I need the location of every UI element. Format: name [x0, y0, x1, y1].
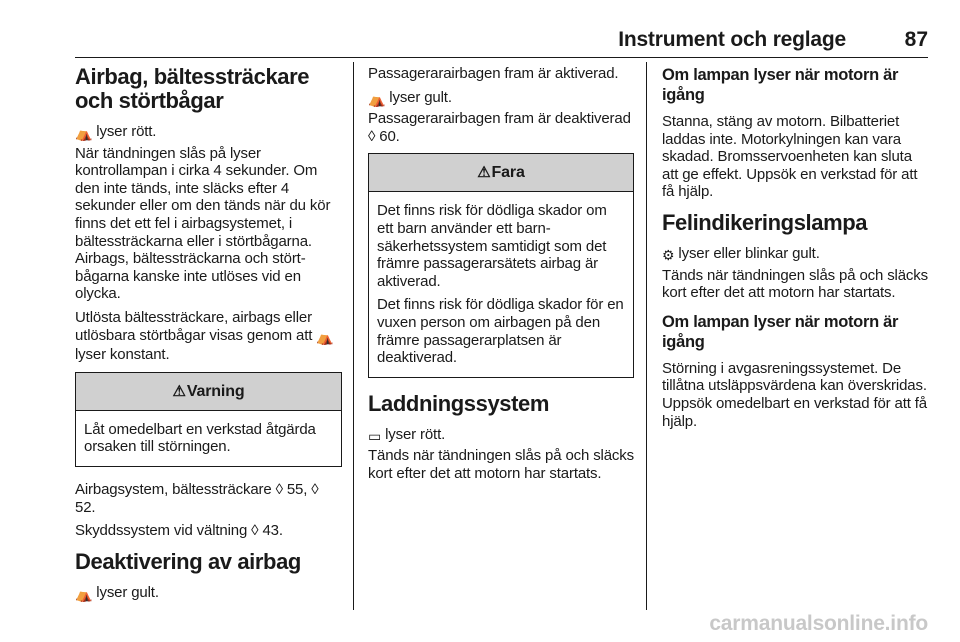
section-title-airbag: Airbag, bältessträckare och störtbågar: [75, 64, 310, 113]
warning-box: [75, 372, 342, 467]
column-2: [368, 65, 634, 489]
chapter-title: Instrument och reglage: [618, 28, 846, 51]
paragraph: ⚙ lyser eller blinkar gult.: [662, 244, 820, 263]
danger-text: Det finns risk för dödliga skador om ett barn använder ett barnsäkerhetssystem samtidigt som det främre passagerarsätets airbag är aktiverad.: [377, 202, 607, 290]
danger-box: [368, 153, 634, 377]
warning-triangle-icon: ⚠: [172, 382, 186, 400]
paragraph: ⛺ lyser gult.: [75, 583, 159, 602]
warning-header: ⚠Varning: [76, 373, 341, 411]
header-rule: [75, 57, 928, 58]
column-1: [75, 65, 342, 609]
paragraph: Passagerarairbagen fram är aktiverad.: [368, 65, 619, 82]
column-3: [662, 65, 928, 436]
danger-text: Det finns risk för dödliga skador för en vuxen person om airbagen på den främre passagerarplatsen är deaktiverad.: [377, 296, 624, 367]
battery-icon: ▭: [368, 427, 382, 444]
subsection-title: Om lampan lyser när motorn är igång: [662, 66, 899, 104]
cross-reference: Skyddssystem vid vältning ◊ 43.: [75, 522, 283, 540]
warning-text: Låt omedelbart en verkstad åtgärda orsaken till störningen.: [84, 420, 316, 456]
paragraph: ⛺ lyser gult.: [368, 88, 452, 107]
paragraph: Passagerarairbagen fram är deaktiverad ◊ 60.: [368, 110, 631, 145]
watermark: carmanualsonline.info: [709, 612, 928, 635]
column-divider: [646, 62, 647, 610]
paragraph: Utlösta bältessträckare, airbags eller utlösbara störtbågar visas genom att ⛺lyser konstant.: [75, 308, 334, 364]
paragraph: Stanna, stäng av motorn. Bilbatteriet laddas inte. Motorkylningen kan vara skadad. Bromsservoenheten kan sluta att ge effekt. Uppsök en verkstad för att få hjälp.: [662, 113, 918, 201]
section-title-charging: Laddningssystem: [368, 390, 550, 416]
paragraph: Tänds när tändningen slås på och släcks kort efter det att motorn har startats.: [368, 447, 634, 482]
engine-icon: ⚙: [662, 246, 675, 263]
airbag-seat-icon: ⛺: [316, 328, 334, 345]
cross-reference: Airbagsystem, bältessträckare ◊ 55, ◊ 52.: [75, 480, 319, 516]
airbag-off-icon: ⛺: [368, 90, 386, 107]
paragraph: ⛺ lyser rött.: [75, 123, 157, 141]
paragraph: Störning i avgasreningssystemet. De tillåtna utsläppsvärdena kan överskridas. Uppsök omedelbart en verkstad för att få hjälp.: [662, 359, 927, 430]
column-divider: [353, 62, 354, 610]
section-title-malfunction: Felindikeringslampa: [662, 209, 868, 235]
paragraph: När tändningen slås på lyser kontrollampan i cirka 4 sekunder. Om den inte tänds, inte släcks efter 4 sekunder eller om den tänds när du kör finns det ett fel i airbagsystemet, i bältessträckarna eller i störtbågarna. Airbags, bältessträckarna och störtbågarna kanske inte utlöses vid en olycka.: [75, 144, 331, 303]
paragraph: ▭ lyser rött.: [368, 425, 446, 444]
airbag-seat-icon: ⛺: [75, 125, 93, 141]
subsection-title: Om lampan lyser när motorn är igång: [662, 312, 899, 351]
airbag-on-icon: ⛺: [75, 585, 93, 602]
section-title-deactivation: Deaktivering av airbag: [75, 548, 301, 574]
danger-header: ⚠Fara: [369, 154, 633, 192]
warning-triangle-icon: ⚠: [477, 164, 491, 182]
paragraph: Tänds när tändningen slås på och släcks kort efter det att motorn har startats.: [662, 266, 928, 302]
page-number: 87: [904, 28, 928, 51]
page-header: [75, 22, 928, 52]
